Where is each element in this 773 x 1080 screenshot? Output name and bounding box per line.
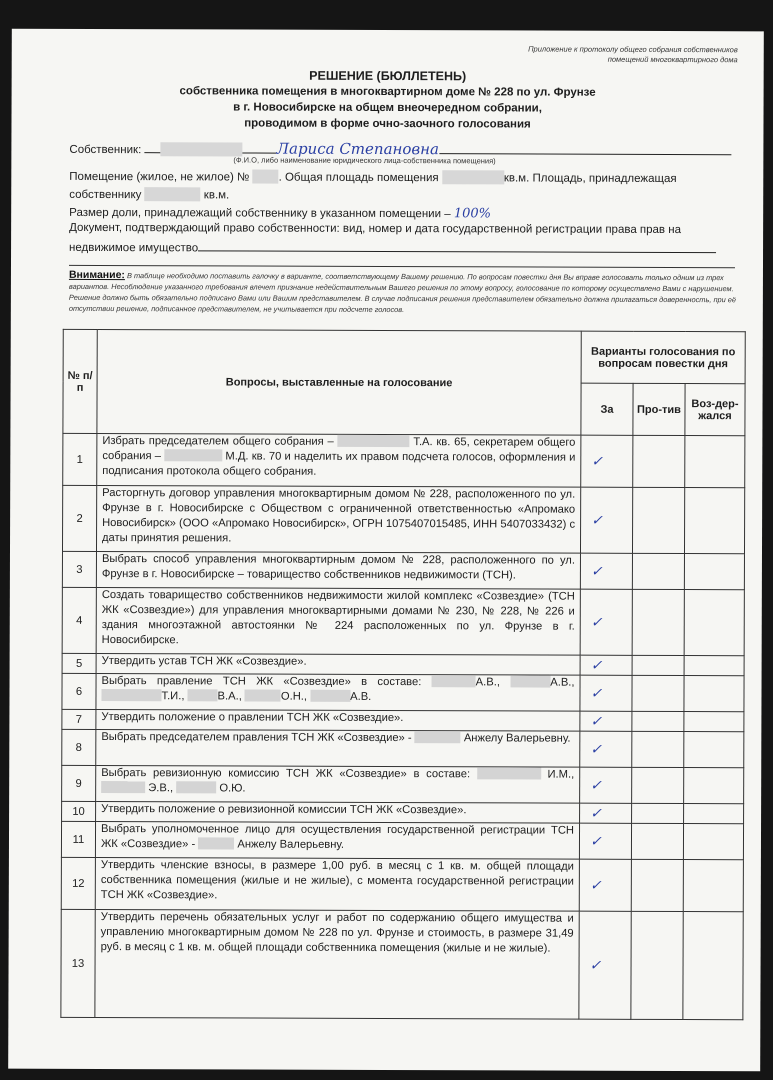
header-against: Про-тив xyxy=(633,383,685,435)
table-row: 4 Создать товарищество собственников недвижимости жилой комплекс «Созвездие» (ТСН ЖК «Созвездие») для управления многоквартирными домами № 230, № 228, № 226 и здания многоэтажной автостоянки № 224 расположенных по ул. Фрунзе в г. Новосибирске. ✓ xyxy=(62,587,744,655)
vote-against-cell[interactable] xyxy=(632,675,684,711)
vote-abstain-cell[interactable] xyxy=(684,676,744,712)
vote-for-mark[interactable]: ✓ xyxy=(579,911,631,1019)
owner-area-row: собственнику кв.м. xyxy=(69,188,230,202)
divider xyxy=(69,265,735,268)
vote-against-cell[interactable] xyxy=(631,911,683,1019)
vote-for-mark[interactable]: ✓ xyxy=(580,767,632,803)
vote-abstain-cell[interactable] xyxy=(684,732,744,768)
notice-heading: Внимание: xyxy=(68,268,125,282)
ballot-sheet xyxy=(8,29,764,1072)
title-line-3: в г. Новосибирске на общем внеочередном собрании, xyxy=(233,101,542,115)
table-row: 7 Утвердить положение о правлении ТСН ЖК «Созвездие». ✓ xyxy=(62,709,744,731)
vote-for-mark[interactable]: ✓ xyxy=(580,731,632,767)
vote-against-cell[interactable] xyxy=(632,553,684,589)
owner-caption: (Ф.И.О, либо наименование юридического лица-собственника помещения) xyxy=(233,155,496,166)
vote-abstain-cell[interactable] xyxy=(684,488,744,554)
document-line-1: Документ, подтверждающий право собственности: вид, номер и дата государственной регистрации права прав на xyxy=(69,221,682,237)
notice-text-1: В таблице необходимо поставить галочку в варианте, соответствующему Вашему решению. По вопросам повестки дня Вы вправе голосовать только одним из трех вариантов. Несоблюдение указанного требования влечет признание недействительным Вашего решения по этому вопросу, голосование по которому осуществлено Вами с нарушением. xyxy=(68,271,734,294)
redacted-name xyxy=(164,449,222,461)
vote-for-mark[interactable]: ✓ xyxy=(580,655,632,675)
header-abstain: Воз-дер-жался xyxy=(685,384,745,436)
owner-signature: Лариса Степановна xyxy=(276,139,440,159)
vote-against-cell[interactable] xyxy=(632,711,684,731)
vote-against-cell[interactable] xyxy=(632,655,684,675)
redacted-name xyxy=(338,435,410,447)
redacted-owner-area xyxy=(145,187,201,201)
header-number: № п/п xyxy=(63,329,97,433)
vote-against-cell[interactable] xyxy=(631,823,683,859)
vote-abstain-cell[interactable] xyxy=(683,824,743,860)
vote-against-cell[interactable] xyxy=(633,435,685,487)
vote-abstain-cell[interactable] xyxy=(685,436,745,488)
table-row: 13 Утвердить перечень обязательных услуг и работ по содержанию общего имущества и управлению многоквартирным домом № 228 по ул. Фрунзе и стоимость, в размере 31,49 руб. в месяц с 1 кв. м. общей площади собственника помещения (жилые и не жилые). ✓ xyxy=(61,909,743,1019)
appendix-note: Приложение к протоколу общего собрания собственников помещений многоквартирного дома xyxy=(528,44,738,65)
vote-for-mark[interactable]: ✓ xyxy=(580,803,632,823)
vote-for-mark[interactable]: ✓ xyxy=(580,487,632,553)
table-row: 12 Утвердить членские взносы, в размере 1,00 руб. в месяц с 1 кв. м. общей площади собственника помещения (жилые и не жилые), с момента государственной регистрации ТСН ЖК «Созвездие». ✓ xyxy=(61,857,743,911)
table-row: 8 Выбрать председателем правления ТСН ЖК «Созвездие» - Анжелу Валерьевну. ✓ xyxy=(62,729,744,767)
vote-abstain-cell[interactable] xyxy=(684,656,744,676)
share-row: Размер доли, принадлежащий собственнику в указанном помещении – 100% xyxy=(69,206,492,222)
header-options: Варианты голосования по вопросам повестки дня xyxy=(581,331,745,384)
vote-against-cell[interactable] xyxy=(632,589,684,655)
vote-for-mark[interactable]: ✓ xyxy=(580,711,632,731)
vote-abstain-cell[interactable] xyxy=(684,768,744,804)
voting-table xyxy=(60,329,745,1020)
vote-for-mark[interactable]: ✓ xyxy=(580,553,632,589)
vote-for-mark[interactable]: ✓ xyxy=(581,435,633,487)
title-line-2: собственника помещения в многоквартирном доме № 228 по ул. Фрунзе xyxy=(179,85,596,99)
table-row: 5 Утвердить устав ТСН ЖК «Созвездие». ✓ xyxy=(62,653,744,675)
table-row: 3 Выбрать способ управления многоквартирным домом № 228, расположенного по ул. Фрунзе в г. Новосибирске – товарищество собственников недвижимости (ТСН). ✓ xyxy=(62,551,744,589)
share-value: 100% xyxy=(453,206,492,222)
redacted-apartment xyxy=(253,170,279,184)
title-line-4: проводимом в форме очно-заочного голосования xyxy=(244,117,531,131)
document-line-2: недвижимое имущество xyxy=(69,239,716,256)
redacted-area xyxy=(442,170,504,184)
document-title xyxy=(11,67,763,134)
vote-against-cell[interactable] xyxy=(632,803,684,823)
vote-for-mark[interactable]: ✓ xyxy=(580,589,632,655)
vote-against-cell[interactable] xyxy=(632,767,684,803)
table-row: 10 Утвердить положение о ревизионной комиссии ТСН ЖК «Созвездие». ✓ xyxy=(62,801,744,823)
vote-abstain-cell[interactable] xyxy=(684,804,744,824)
table-row: 6 Выбрать правление ТСН ЖК «Созвездие» в составе: А.В., А.В., Т.И., В.А., О.Н., А.В. ✓ xyxy=(62,673,744,711)
redacted-surname xyxy=(160,142,242,156)
vote-abstain-cell[interactable] xyxy=(684,712,744,732)
premises-row: Помещение (жилое, не жилое) № . Общая площадь помещения кв.м. Площадь, принадлежащая xyxy=(69,170,677,186)
vote-abstain-cell[interactable] xyxy=(684,590,744,656)
owner-label: Собственник: xyxy=(69,143,142,157)
table-row: 11 Выбрать уполномоченное лицо для осуществления государственной регистрации ТСН ЖК «Созвездие» - Анжелу Валерьевну. ✓ xyxy=(61,821,743,859)
vote-abstain-cell[interactable] xyxy=(684,554,744,590)
vote-abstain-cell[interactable] xyxy=(683,912,743,1020)
vote-abstain-cell[interactable] xyxy=(683,860,743,912)
table-row: 1 Избрать председателем общего собрания – Т.А. кв. 65, секретарем общего собрания – М.Д. кв. 70 и наделить их правом подсчета голосов, оформления и подписания протокола общего собрания. ✓ xyxy=(63,433,745,487)
vote-against-cell[interactable] xyxy=(632,487,684,553)
vote-for-mark[interactable]: ✓ xyxy=(580,675,632,711)
vote-for-mark[interactable]: ✓ xyxy=(579,823,631,859)
table-row: 9 Выбрать ревизионную комиссию ТСН ЖК «Созвездие» в составе: И.М., Э.В., О.Ю. ✓ xyxy=(62,765,744,803)
vote-against-cell[interactable] xyxy=(632,731,684,767)
notice-block xyxy=(69,270,749,316)
header-question: Вопросы, выставленные на голосование xyxy=(97,329,581,435)
notice-text-2: Решение должно быть обязательно подписано Вами или Вашим представителем. В случае подписания решения представителем обязательно должна прилагаться доверенность, при её отсутствии решение, подписанное представителем, не учитывается при подсчете голосов. xyxy=(68,292,737,315)
vote-against-cell[interactable] xyxy=(631,859,683,911)
header-for: За xyxy=(581,383,633,435)
title-line-1: РЕШЕНИЕ (БЮЛЛЕТЕНЬ) xyxy=(309,68,467,84)
vote-for-mark[interactable]: ✓ xyxy=(579,859,631,911)
table-row: 2 Расторгнуть договор управления многоквартирным домом № 228, расположенного по ул. Фрунзе в г. Новосибирске с Обществом с ограниченной ответственностью «Апромако Новосибирск» (ООО «Апромако Новосибирск», ОГРН 1075407015485, ИНН 5407033432) с даты принятия решения. ✓ xyxy=(62,485,744,553)
